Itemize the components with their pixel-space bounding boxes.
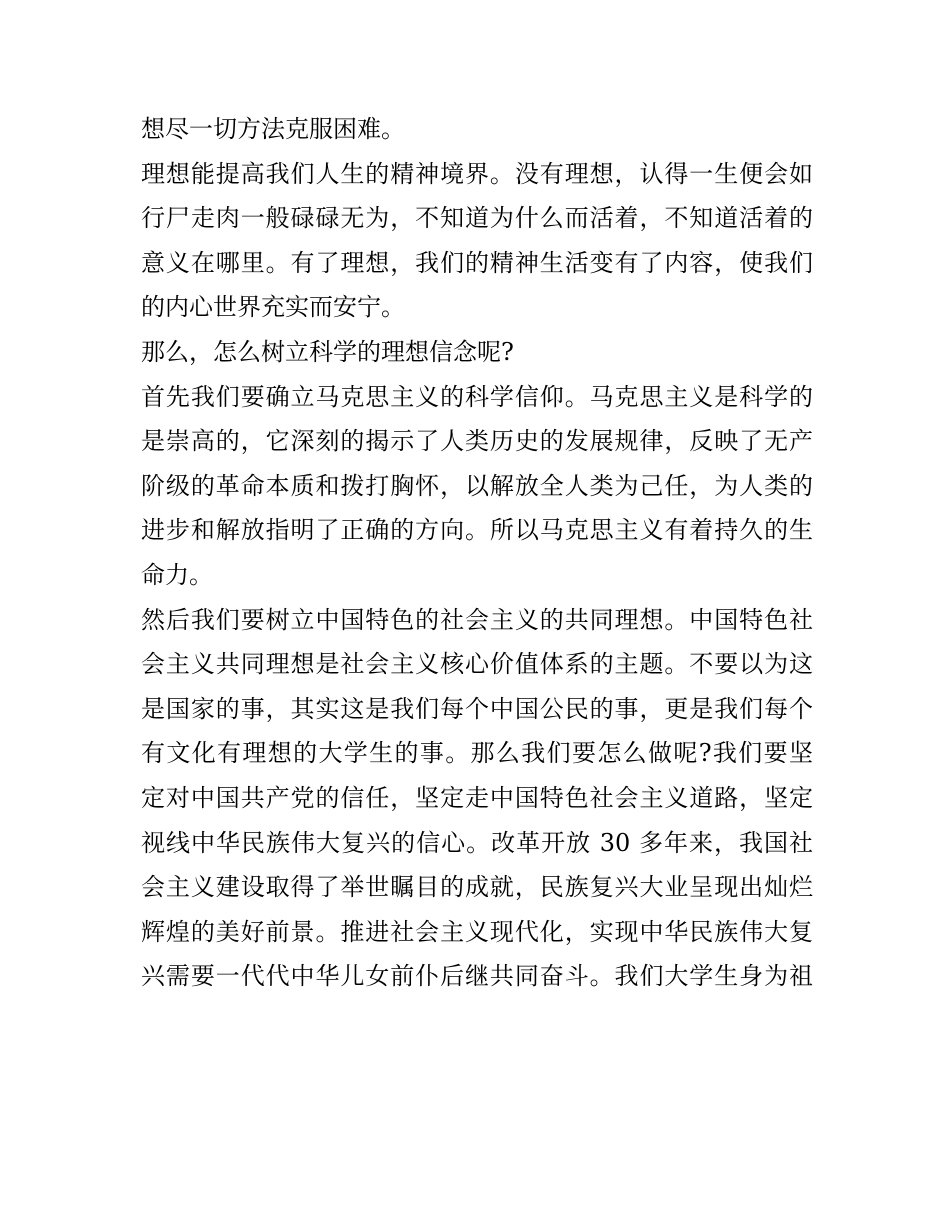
text-line: 意义在哪里。有了理想，我们的精神生活变有了内容，使我们	[141, 248, 813, 277]
text-line: 命力。	[141, 560, 213, 589]
text-line: 是崇高的，它深刻的揭示了人类历史的发展规律，反映了无产	[141, 427, 813, 456]
text-line: 兴需要一代代中华儿女前仆后继共同奋斗。我们大学生身为祖	[141, 962, 813, 991]
body-text	[141, 107, 813, 999]
text-line: 是国家的事，其实这是我们每个中国公民的事，更是我们每个	[141, 694, 813, 723]
text-line: 有文化有理想的大学生的事。那么我们要怎么做呢?我们要坚	[141, 739, 813, 768]
text-line: 行尸走肉一般碌碌无为，不知道为什么而活着，不知道活着的	[141, 204, 813, 233]
text-line: 那么，怎么树立科学的理想信念呢?	[141, 337, 514, 366]
text-line: 视线中华民族伟大复兴的信心。改革开放 30 多年来，我国社	[141, 828, 813, 857]
text-line: 然后我们要树立中国特色的社会主义的共同理想。中国特色社	[141, 605, 813, 634]
text-line: 辉煌的美好前景。推进社会主义现代化，实现中华民族伟大复	[141, 917, 813, 946]
text-line: 进步和解放指明了正确的方向。所以马克思主义有着持久的生	[141, 516, 813, 545]
text-line: 想尽一切方法克服困难。	[141, 115, 405, 143]
text-line: 首先我们要确立马克思主义的科学信仰。马克思主义是科学的	[141, 382, 813, 411]
text-line: 阶级的革命本质和拨打胸怀，以解放全人类为己任，为人类的	[141, 471, 813, 500]
text-line: 会主义建设取得了举世瞩目的成就，民族复兴大业呈现出灿烂	[141, 873, 813, 902]
text-line: 定对中国共产党的信任，坚定走中国特色社会主义道路，坚定	[141, 783, 813, 812]
text-line: 的内心世界充实而安宁。	[141, 293, 405, 322]
text-line: 理想能提高我们人生的精神境界。没有理想，认得一生便会如	[141, 159, 813, 188]
text-line: 会主义共同理想是社会主义核心价值体系的主题。不要以为这	[141, 650, 813, 679]
